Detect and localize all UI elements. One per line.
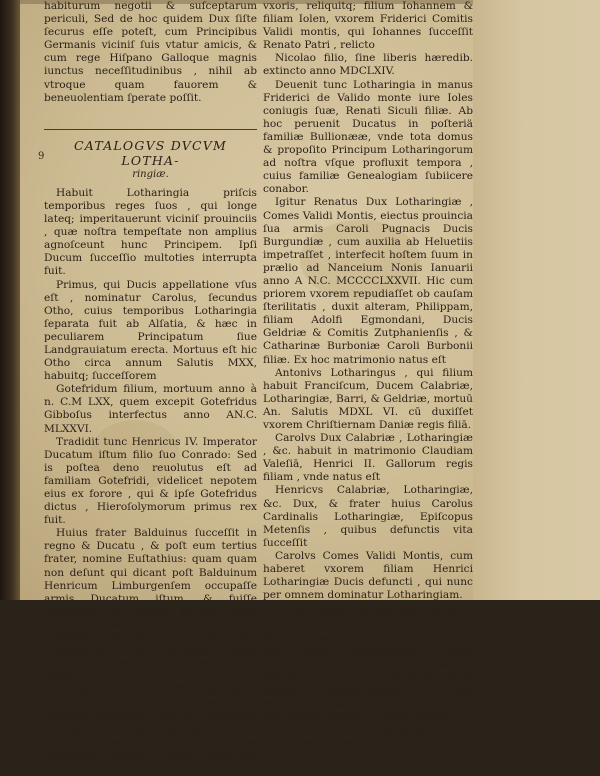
margin-marker: 9 [38,151,45,162]
right-paragraph: Claudius Lotharingus , Dux Guiſius & Aumalius , Principum ſui temporis belli gloria celeberrimus , duxit vxorem Antoniam Bourbonniam , Filiam Franciſci Ducis Vindocinenſis & Mariæ Lucemburgicæ. Ex hoc matrimonio nati ſunt liberi vndecim, filii quidem ſeptem, & filiæ quatuor. [263,619,473,724]
book-gutter [0,0,20,600]
left-paragraph: Primus, qui Ducis appellatione vſus eſt , nominatur Carolus, ſecundus Otho, cuius temporibus Lotharingia ſeparata fuit ab Alſatia, & hæc in peculiarem Principatum ſiue Landgrauiatum erecta. Mortuus eſt hic Otho circa annum Salutis MXX, habuitq; ſucceſſorem [44,278,257,383]
page-right-margin [473,0,600,600]
left-paragraph: Poſt Fridericum aiunt quendam Matthæum Ducatu potitum fuiſſe, qui reliquerit Simonem [44,736,257,775]
section-rule [44,129,257,130]
right-paragraph: Deuenit tunc Lotharingia in manus Friderici de Valido monte iure Ioles coniugis ſuæ, Renati Siculi filiæ. Ab hoc peruenit Ducatus in poſteriä familiæ Bullionææ, vnde tota domus & propoſito Principum Lotharingorum ad noſtra vſque profluxit tempora , cuius familiæ Genealogiam ſubiicere conabor. [263,78,473,196]
left-paragraph: Gotefridum filium, mortuum anno à n. C.M LXX, quem excepit Gotefridus Gibboſus interfectus anno AN.C. MLXXVI. [44,383,257,435]
right-column [263,0,473,750]
right-paragraph: Carolvs Comes Validi Montis, cum haberet vxorem filiam Henrici Lotharingiæ Ducis defuncti , qui nunc per omnem dominatur Lotharingiam. [263,549,473,602]
left-paragraph: Theodoricum filiu , & Theobaldum ex hoc filio Theodorico nepotem. Cui ſucceſſit Fridericus, ſub quo Brabantia à Ducatu Lotharingico auulſa fuit. [44,684,257,736]
left-paragraph: Habuit Lotharingia priſcis temporibus reges ſuos , qui longe lateq; imperitauerunt viciniſ prouinciis , quæ noſtra tempeſtate non amplius agnoſceunt hunc Principem. Ipſi Ducum ſucceſſio multoties interrupta fuit. [44,186,257,278]
right-paragraph: vxoris, reliquitq; filium Iohannem & filiam Iolen, vxorem Friderici Comitis Validi montis, qui Iohannes ſucceſſit Renato Patri , relicto [263,0,473,52]
left-paragraph: Huius frater Balduinus ſucceſſit in regno & Ducatu , & poſt eum tertius frater, nomine Euſtathius: quam quam non deſunt qui dicant poſt Balduinum Henricum Limburgenſem occupaſſe armis Ducatum iſtum, & fuiſſe Septimum in ordine Ducem circa annum Gratiæ MC VI. [44,527,257,631]
catalog-heading-sub: ringiæ. [132,168,169,180]
right-paragraph: Henricvs Calabriæ, Lotharingiæ, &c. Dux, & frater huius Carolus Cardinalis Lotharingiæ, Epiſcopus Metenſis , quibus defunctis vita ſucceſſit [263,484,473,549]
left-top-text: habiturum negotii & suſceptarum periculi, Sed de hoc quidem Dux ſiſte ſecurus eſſe poteſt, cum Principibus Germanis viciniſ ſuis vtatur amicis, & cum rege Hiſpano Galloque magnis iunctus neceſſitudinibus , nihil ab vtroque quam fauorem & beneuolentiam ſperate poſſit. [44,0,257,104]
catalog-heading: CATALOGVS DVCVM LOTHA- [74,137,227,168]
right-paragraph: Carolvs Dux Calabriæ , Lotharingiæ , &c. habuit in matrimonio Claudiam Valeſiā, Henrici II. Gallorum regis filiam , vnde natus eſt [263,432,473,484]
right-paragraph: Igitur Renatus Dux Lotharingiæ , Comes Validi Montis, eiectus prouincia ſua armis Caroli Pugnacis Ducis Burgundiæ , cum auxilia ab Heluetiis impetraſſet , interfecit hoſtem ſuum in prælio ad Nanceium Nonis Ianuarii anno A N.C. MCCCCLXXVII. Hic cum priorem vxorem repudiaſſet ob cauſam ſterilitatis , duxit alteram, Philippam, filiam Adolfi Egmondani, Ducis Geldriæ & Comitis Zutphanienſis , & Catharinæ Burboniæ Caroli Burbonii filiæ. Ex hoc matrimonio natus eſt [263,196,473,366]
left-paragraph: Tradidit tunc Henricus IV. Imperator Ducatum iſtum filio ſuo Conrado: Sed is poſtea deno reuolutus eſt ad familiam Gotefridi, videlicet nepotem eius ex forore , qui & ipſe Gotefridus dictus , Hieroſolymorum primus rex fuit. [44,435,257,527]
right-paragraph: 1. Franciſcus Lotharingus, dictus Aumalius, poſtea Elbouius Dux. [263,724,473,750]
right-paragraph: Nicolao filio, ſine liberis hæredib. extincto anno MDCLXIV. [263,52,473,78]
right-paragraph: Antonivs Lotharingus , qui filium habuit Franciſcum, Ducem Calabriæ, Lotharingiæ, Barri, & Geldriæ, mortuū An. Salutis MDXL VI. cū duxiſſet vxorem Chriſtiernam Daniæ regis filiā. [263,366,473,431]
left-column [44,0,257,776]
guise-subtitle: Origo Domus ſiue familiæ Guiſiæ. [277,605,459,618]
left-paragraph: Poſtea dedit Henricus V. Imperator Principatum hunc Guilelmo Comiti Louanienſi, qui ſucceſſores habuit duos. [44,632,257,684]
